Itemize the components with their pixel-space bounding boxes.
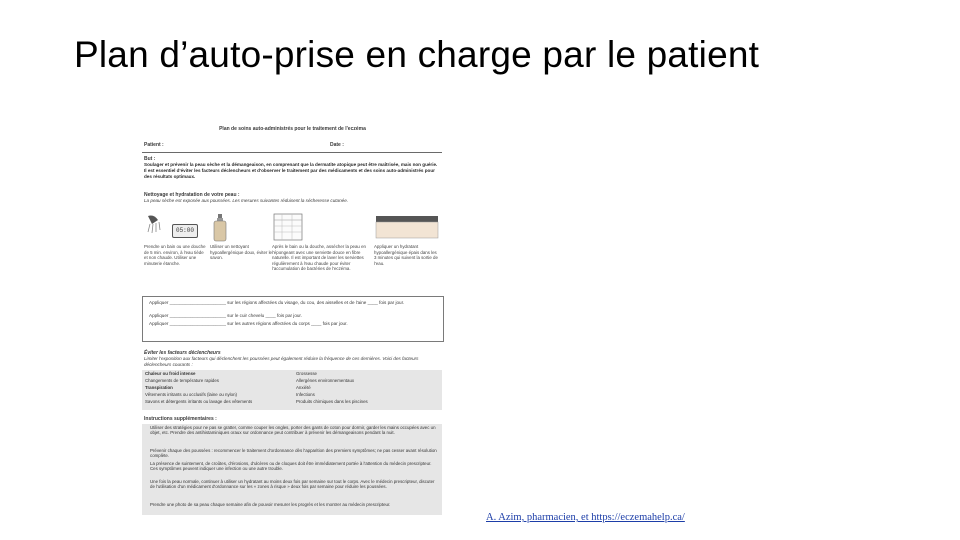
triggers-heading: Éviter les facteurs déclencheurs	[144, 350, 221, 356]
trigger-right: Produits chimiques dans les piscines	[296, 399, 368, 404]
instruction-item: La présence de suintement, de croûtes, d'érosions, d'ulcères ou de cloques doit être immédiatement portée à l'attention du médecin prescripteur. Ces symptômes peuvent indiquer une infection ou une autre trouble.	[150, 461, 432, 472]
trigger-left: Changements de température rapides	[145, 378, 219, 383]
step-2-caption: Utiliser un nettoyant hypoallergénique doux, éviter le savon.	[210, 244, 272, 261]
instruction-item: Prévenir chaque des poussées : recommencer le traitement d'ordonnance dès l'apparition des premiers symptômes; ne pas cesser avant résolution complète.	[150, 448, 437, 459]
instruction-item: Une fois la peau normale, continuer à utiliser un hydratant au moins deux fois par semaine sur tout le corps. Avec le médecin prescripteur, discuter de l'utilisation d'un médicament d'ordonnance sur les « zones à risque » deux fois par semaine pour réduire les poussées.	[150, 479, 435, 490]
trigger-left: Chaleur ou froid intense	[145, 371, 196, 376]
trigger-right: Allergènes environnementaux	[296, 378, 355, 383]
treatment-line-body: Appliquer ______________________ sur les autres régions affectées du corps ____ fois par jour.	[149, 321, 348, 326]
instruction-item: Prendre une photo de sa peau chaque semaine afin de pouvoir mesurer les progrès et les montrer au médecin prescripteur.	[150, 502, 391, 507]
step-3-caption: Après le bain ou la douche, assécher la peau en l'épongeant avec une serviette douce en fibre naturelle. Il est important de laver les serviettes régulièrement à l'eau chaude pour éviter l'accumulation de bactéries de l'eczéma.	[272, 244, 366, 272]
document-title: Plan de soins auto-administrés pour le traitement de l'eczéma	[219, 126, 366, 132]
cleansing-text: La peau sèche est exposée aux poussées. Les mesures suivantes réduisent la sécheresse cutanée.	[144, 198, 349, 203]
header-divider	[142, 152, 442, 153]
towel-icon	[272, 212, 332, 242]
cleanser-bottle-icon	[210, 212, 270, 242]
source-link[interactable]: A. Azim, pharmacien, et https://eczemahelp.ca/	[486, 512, 685, 523]
instructions-box	[142, 424, 442, 515]
treatment-line-face: Appliquer ______________________ sur les régions affectées du visage, du cou, des aisselles et de l'aine ____ fois par jour.	[149, 300, 405, 305]
treatment-line-scalp: Appliquer ______________________ sur le cuir chevelu ____ fois par jour.	[149, 313, 302, 318]
triggers-text: Limiter l'exposition aux facteurs qui déclenchent les poussées peut également réduire la fréquence de ces dernières. Voici des facteurs déclencheurs courants :	[144, 356, 419, 367]
triggers-table	[142, 370, 442, 410]
care-plan-document	[140, 120, 445, 515]
goal-heading: But :	[144, 156, 156, 162]
instructions-heading: Instructions supplémentaires :	[144, 416, 217, 422]
trigger-left: Transpiration	[145, 385, 173, 390]
goal-text: Soulager et prévenir la peau sèche et la démangeaison, en comprenant que la dermatite atopique peut être maîtrisée, mais non guérie. Il est essentiel d'éviter les facteurs déclencheurs et d'observer le traitement par des médicaments et des soins auto-administrés pour des résultats optimaux.	[144, 162, 438, 179]
treatment-box	[142, 296, 444, 342]
trigger-right: Grossesse	[296, 371, 317, 376]
trigger-right: Infections	[296, 392, 315, 397]
trigger-right: Anxiété	[296, 385, 311, 390]
moisturizer-tube-icon	[374, 212, 440, 242]
timer-icon: 05:00	[172, 224, 198, 238]
trigger-left: Vêtements irritants ou occlusifs (laine ou nylon)	[145, 392, 238, 397]
slide-title: Plan d’auto-prise en charge par le patient	[74, 34, 760, 75]
step-1-caption: Prendre un bain ou une douche de 5 min. environ, à l'eau tiède et non chaude. Utiliser une minuterie étanche.	[144, 244, 206, 266]
trigger-left: Savons et détergents irritants ou lavage des vêtements	[145, 399, 253, 404]
instruction-item: Utiliser des stratégies pour ne pas se gratter, comme couper les ongles, porter des gants de coton pour dormir, garder les mains occupées avec un objet, etc. Prendre des antihistaminiques oraux sur ordonnance peut contribuer à prévenir les démangeaisons pendant la nuit.	[150, 425, 436, 436]
cleansing-heading: Nettoyage et hydratation de votre peau :	[144, 192, 240, 198]
date-label: Date :	[330, 142, 344, 148]
step-4-caption: Appliquer un hydratant hypoallergénique épais dans les 3 minutes qui suivent la sortie de l'eau.	[374, 244, 438, 266]
patient-label: Patient :	[144, 142, 164, 148]
